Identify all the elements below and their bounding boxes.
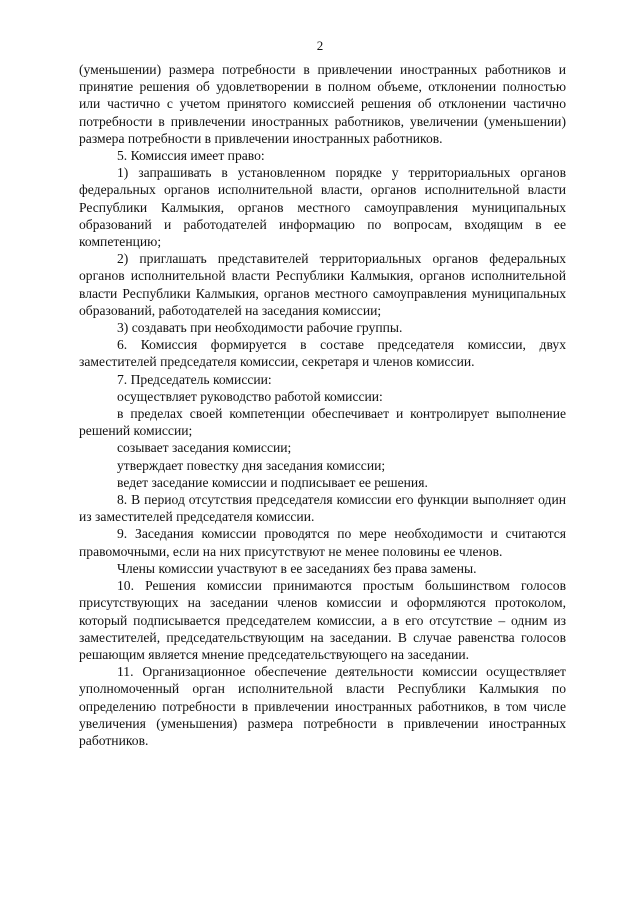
paragraph-item-7-a: осуществляет руководство работой комиссии: [117, 388, 383, 404]
paragraph-item-11: 11. Организационное обеспечение деятельности комиссии осуществляет уполномоченный орган исполнительной власти Республики Калмыкия по определению потребности в привлечении иностранных работников, в том числе увеличения (уменьшения) размера потребности в привлечении иностранных работников. [79, 664, 566, 748]
paragraph-continuation: (уменьшении) размера потребности в привлечении иностранных работников и принятие решения об удовлетворении в полном объеме, отклонении полностью или частично с учетом принятого комиссией решения об отклонении частично потребности в привлечении иностранных работников, увеличении (уменьшении) размера потребности в привлечении иностранных работников. [79, 62, 566, 146]
document-body [79, 61, 566, 749]
paragraph-item-7: 7. Председатель комиссии: [117, 371, 272, 387]
paragraph-item-5-1: 1) запрашивать в установленном порядке у территориальных органов федеральных органов исполнительной власти, органов исполнительной власти Республики Калмыкия, органов местного самоуправления муниципальных образований и работодателей информацию по вопросам, входящим в ее компетенцию; [79, 165, 566, 250]
paragraph-item-7-e: ведет заседание комиссии и подписывает ее решения. [117, 474, 428, 490]
paragraph-item-5: 5. Комиссия имеет право: [117, 148, 265, 164]
paragraph-item-7-d: утверждает повестку дня заседания комиссии; [117, 457, 386, 473]
paragraph-item-9-members: Члены комиссии участвуют в ее заседаниях без права замены. [117, 560, 477, 576]
paragraph-item-6: 6. Комиссия формируется в составе председателя комиссии, двух заместителей председателя комиссии, секретаря и членов комиссии. [79, 337, 566, 370]
paragraph-item-7-b: в пределах своей компетенции обеспечивает и контролирует выполнение решений комиссии; [79, 406, 566, 439]
paragraph-item-5-2: 2) приглашать представителей территориальных органов федеральных органов исполнительной власти Республики Калмыкия, органов исполнительной власти Республики Калмыкия, органов местного самоуправления муниципальных образований, работодателей на заседания комиссии; [79, 251, 566, 318]
page-number: 2 [316, 38, 324, 53]
paragraph-item-8: 8. В период отсутствия председателя комиссии его функции выполняет один из заместителей председателя комиссии. [79, 492, 566, 525]
paragraph-item-9: 9. Заседания комиссии проводятся по мере необходимости и считаются правомочными, если на них присутствуют не менее половины ее членов. [79, 526, 566, 559]
paragraph-item-5-3: 3) создавать при необходимости рабочие группы. [117, 320, 403, 336]
paragraph-item-10: 10. Решения комиссии принимаются простым большинством голосов присутствующих на заседании членов комиссии и оформляются протоколом, который подписывается председателем комиссии, а в его отсутствие – одним из заместителей, председательствующим на заседании. В случае равенства голосов решающим является мнение председательствующего на заседании. [79, 578, 566, 662]
paragraph-item-7-c: созывает заседания комиссии; [117, 440, 292, 456]
